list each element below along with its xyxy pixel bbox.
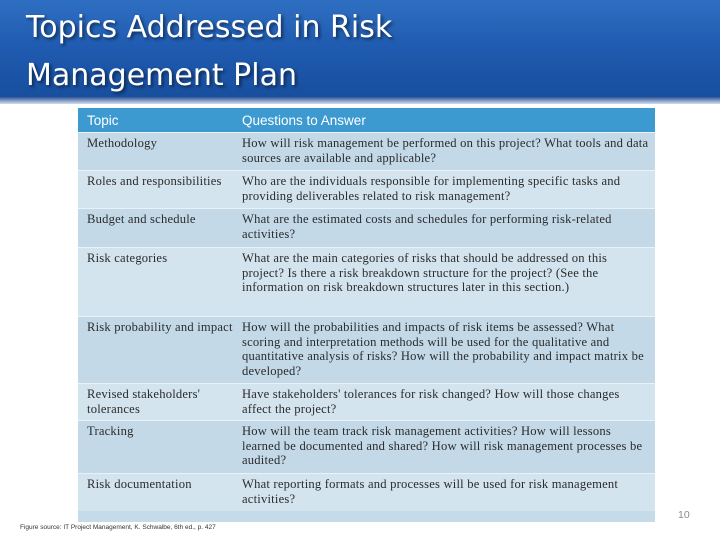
table-row	[78, 383, 655, 420]
title-banner	[0, 0, 720, 104]
table-row	[78, 170, 655, 208]
topic-cell: Risk probability and impact	[87, 320, 233, 334]
table-row	[78, 420, 655, 473]
slide-title	[26, 4, 706, 100]
table-header-row	[78, 108, 655, 132]
column-header-questions: Questions to Answer	[242, 112, 366, 128]
topic-cell: Revised stakeholders' tolerances	[87, 387, 201, 416]
column-header-topic: Topic	[87, 112, 119, 128]
questions-cell: Have stakeholders' tolerances for risk changed? How will those changes affect the project?	[242, 387, 620, 416]
page-number: 10	[678, 509, 690, 521]
questions-cell: How will the team track risk management activities? How will lessons learned be documented and shared? How will risk management processes be audited?	[242, 424, 643, 468]
questions-cell: How will risk management be performed on this project? What tools and data sources are available and applicable?	[242, 136, 649, 165]
questions-cell: What are the main categories of risks that should be addressed on this project? Is there a risk breakdown structure for the project? (See the information on risk breakdown structures later in this section.)	[242, 251, 608, 295]
table-row	[78, 316, 655, 383]
slide-title-line-1: Topics Addressed in Risk	[26, 10, 393, 45]
slide-title-line-2: Management Plan	[26, 58, 297, 93]
topic-cell: Methodology	[87, 136, 158, 150]
questions-cell: Who are the individuals responsible for implementing specific tasks and providing deliverables related to risk management?	[242, 174, 621, 203]
questions-cell: How will the probabilities and impacts of risk items be assessed? What scoring and interpretation methods will be used for the qualitative and quantitative analysis of risks? How will the probability and impact matrix be developed?	[242, 320, 644, 378]
table-row	[78, 132, 655, 170]
table-row	[78, 247, 655, 316]
topic-cell: Roles and responsibilities	[87, 174, 222, 188]
table-row	[78, 208, 655, 247]
topic-cell: Risk documentation	[87, 477, 192, 491]
topic-cell: Budget and schedule	[87, 212, 196, 226]
questions-cell: What reporting formats and processes will be used for risk management activities?	[242, 477, 619, 506]
figure-source-footnote: Figure source: IT Project Management, K. Schwalbe, 6th ed., p. 427	[20, 524, 216, 531]
table-row	[78, 473, 655, 511]
questions-cell: What are the estimated costs and schedules for performing risk-related activities?	[242, 212, 612, 241]
topic-cell: Risk categories	[87, 251, 168, 265]
risk-topics-table	[78, 108, 655, 522]
topic-cell: Tracking	[87, 424, 134, 438]
